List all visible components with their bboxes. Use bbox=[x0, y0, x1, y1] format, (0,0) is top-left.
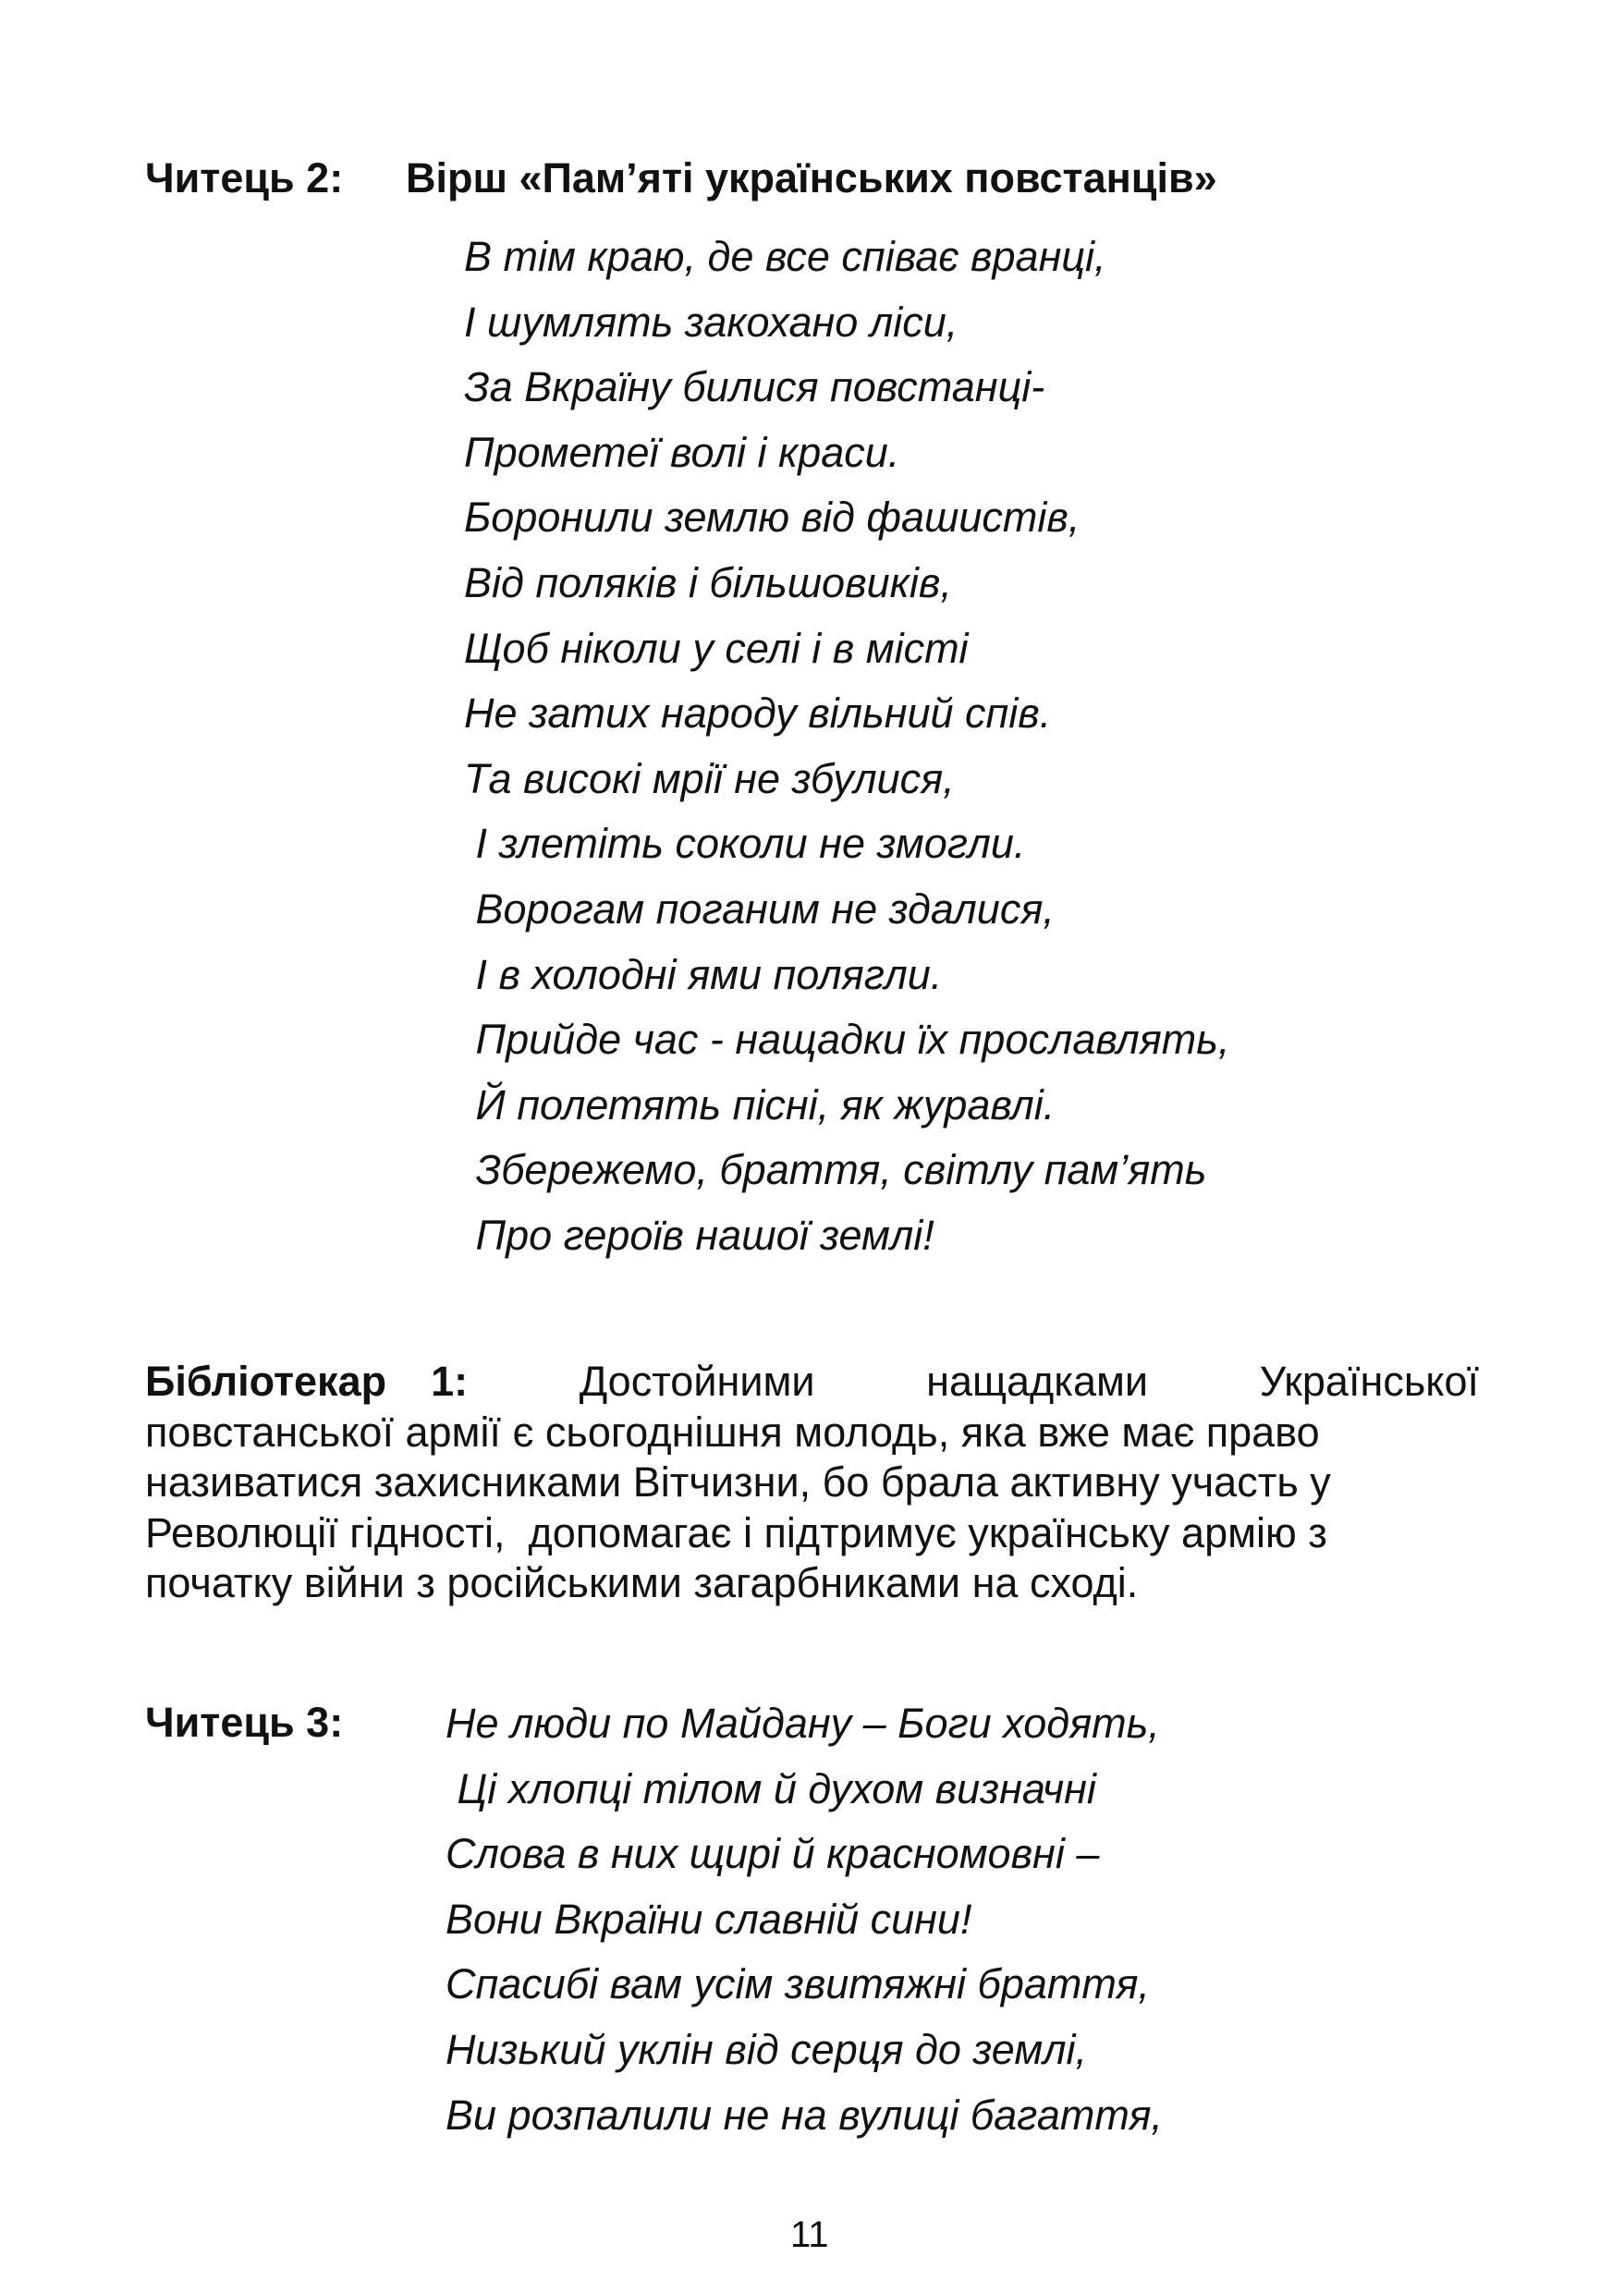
speaker-label-reader-3: Читець 3: bbox=[145, 1699, 344, 1746]
poem-line: Спасибі вам усім звитяжні браття, bbox=[446, 1960, 1150, 2008]
paragraph-word: Достойними bbox=[579, 1358, 815, 1405]
poem-line: За Вкраїну билися повстанці- bbox=[464, 363, 1045, 411]
poem-line: В тім краю, де все співає вранці, bbox=[464, 233, 1106, 280]
poem-line: І шумлять закохано ліси, bbox=[464, 298, 959, 346]
poem-line: Прометеї волі і краси. bbox=[464, 428, 900, 476]
poem-line: Та високі мрії не збулися, bbox=[464, 754, 955, 802]
poem-line: Щоб ніколи у селі і в місті bbox=[464, 624, 969, 672]
poem-line: Ці хлопці тілом й духом визначні bbox=[446, 1764, 1096, 1812]
poem-line: Про героїв нашої землі! bbox=[464, 1211, 934, 1259]
paragraph-first-line bbox=[145, 1357, 1479, 1408]
speaker-label-reader-2: Читець 2: bbox=[145, 154, 344, 201]
poem-line: Вони Вкраїни славній сини! bbox=[446, 1895, 972, 1943]
poem-1 bbox=[464, 225, 1229, 1269]
paragraph-line: початку війни з російськими загарбниками на сході. bbox=[145, 1559, 1139, 1606]
paragraph-line: повстанської армії є сьогоднішня молодь, яка вже має право bbox=[145, 1408, 1320, 1456]
speaker-label-librarian: Бібліотекар bbox=[145, 1358, 387, 1405]
poem-line: І злетіть соколи не змогли. bbox=[464, 820, 1026, 868]
poem-line: Ворогам поганим не здалися, bbox=[464, 884, 1055, 933]
poem-2 bbox=[446, 1691, 1163, 2148]
page-number: 11 bbox=[790, 2214, 829, 2255]
speaker-label-number: 1: bbox=[431, 1358, 469, 1405]
poem-line: Й полетять пісні, як журавлі. bbox=[464, 1080, 1056, 1128]
poem-line: Не люди по Майдану – Боги ходять, bbox=[446, 1700, 1160, 1747]
poem-title: Вірш «Пам’яті українських повстанців» bbox=[406, 154, 1217, 201]
poem-line: Боронили землю від фашистів, bbox=[464, 494, 1081, 542]
poem-line: Від поляків і більшовиків, bbox=[464, 558, 952, 606]
poem-line: Не затих народу вільний спів. bbox=[464, 689, 1052, 738]
paragraph-word: нащадками bbox=[926, 1358, 1149, 1405]
poem-line: І в холодні ями полягли. bbox=[464, 950, 943, 998]
librarian-paragraph bbox=[145, 1357, 1479, 1609]
paragraph-line: Революції гідності, допомагає і підтримує українську армію з bbox=[145, 1508, 1327, 1556]
poem-line: Прийде час - нащадки їх прославлять, bbox=[464, 1016, 1230, 1064]
paragraph-line: називатися захисниками Вітчизни, бо брала активну участь у bbox=[145, 1458, 1331, 1506]
poem-line: Низький уклін від серця до землі, bbox=[446, 2025, 1088, 2073]
poem-line: Ви розпалили не на вулиці багаття, bbox=[446, 2091, 1163, 2139]
paragraph-word: Української bbox=[1259, 1358, 1479, 1405]
poem-line: Збережемо, браття, світлу пам’ять bbox=[464, 1146, 1207, 1194]
poem-line: Слова в них щирі й красномовні – bbox=[446, 1830, 1100, 1878]
